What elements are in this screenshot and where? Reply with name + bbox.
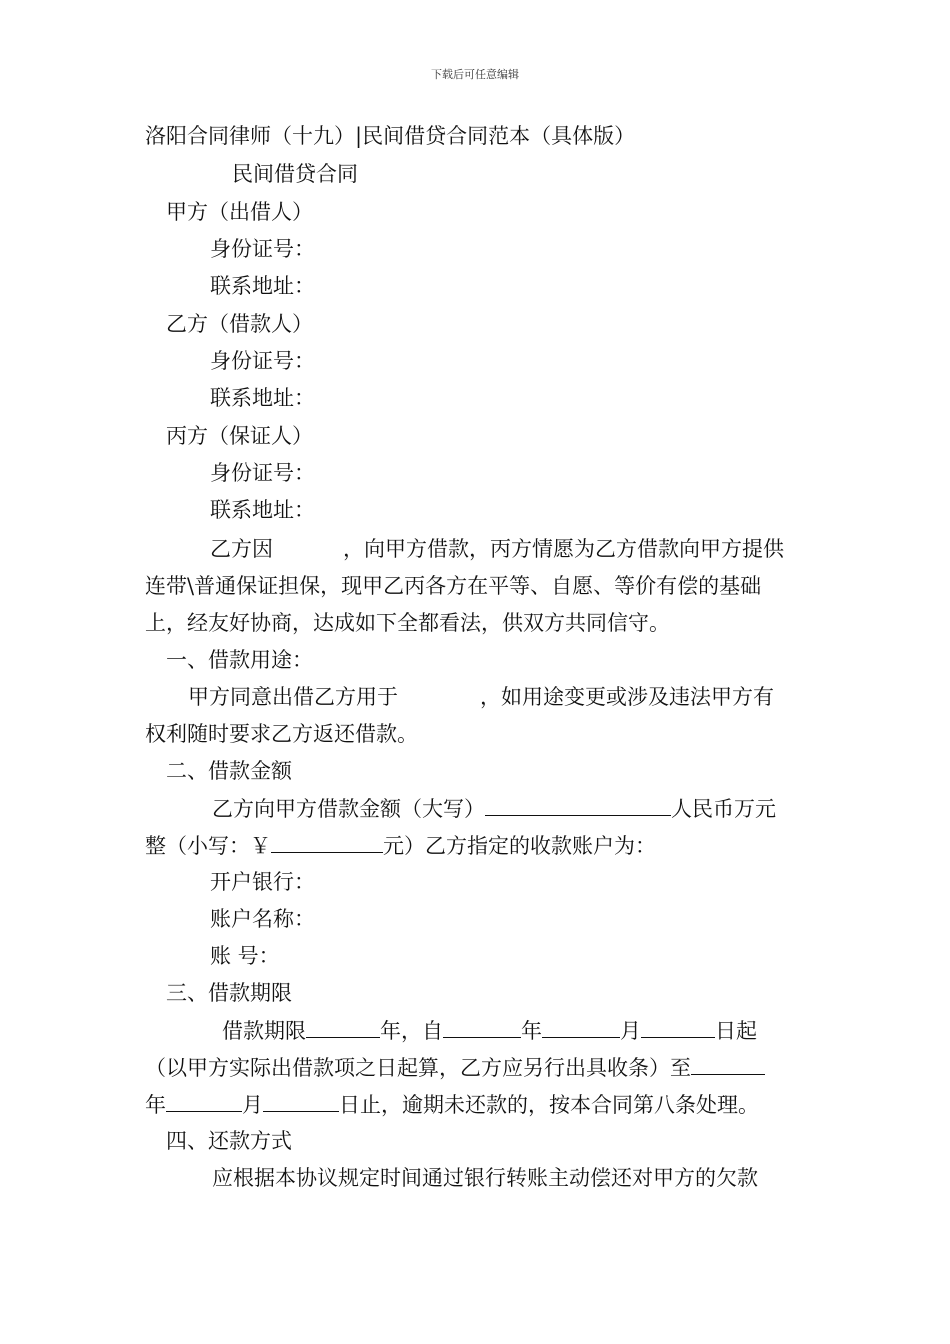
- section-3-text: 月: [242, 1093, 263, 1117]
- party-b-id-label: 身份证号：: [210, 349, 315, 373]
- contract-subtitle: 民间借贷合同: [232, 162, 358, 186]
- party-b-label: 乙方（借款人）: [166, 312, 313, 336]
- section-3-text: 借款期限: [222, 1019, 306, 1043]
- preamble-line-2: 连带\普通保证担保，现甲乙丙各方在平等、自愿、等价有偿的基础: [145, 574, 762, 598]
- start-month-blank[interactable]: [542, 1017, 620, 1038]
- section-4-line-1: 应根据本协议规定时间通过银行转账主动偿还对甲方的欠款: [212, 1166, 758, 1190]
- section-2-line-1: [212, 795, 776, 822]
- amount-uppercase-blank[interactable]: [485, 795, 671, 816]
- term-years-blank[interactable]: [306, 1017, 380, 1038]
- section-2-text: 乙方向甲方借款金额（大写）: [212, 797, 485, 821]
- end-year-blank[interactable]: [691, 1054, 765, 1075]
- section-1-line-1: [188, 684, 774, 710]
- section-3-line-3: [145, 1091, 759, 1118]
- section-3-line-2: [145, 1054, 765, 1081]
- account-name-label: 账户名称：: [210, 907, 315, 931]
- section-2-heading: 二、借款金额: [166, 759, 292, 783]
- section-3-text: 年: [521, 1019, 542, 1043]
- section-3-text: 日止，逾期未还款的，按本合同第八条处理。: [339, 1093, 759, 1117]
- section-1-heading: 一、借款用途：: [166, 648, 313, 672]
- preamble-text: 乙方因: [210, 537, 273, 561]
- party-a-label: 甲方（出借人）: [166, 200, 313, 224]
- preamble-text: ，向甲方借款，丙方情愿为乙方借款向甲方提供: [343, 537, 784, 561]
- section-3-text: 日起: [715, 1019, 757, 1043]
- preamble-line-1: [210, 536, 784, 562]
- section-3-text: （以甲方实际出借款项之日起算，乙方应另行出具收条）至: [145, 1056, 691, 1080]
- section-3-line-1: [222, 1017, 757, 1044]
- section-2-text: 元）乙方指定的收款账户为：: [383, 834, 656, 858]
- end-month-blank[interactable]: [166, 1091, 242, 1112]
- section-1-text: ，如用途变更或涉及违法甲方有: [480, 685, 774, 709]
- party-a-address-label: 联系地址：: [210, 274, 315, 298]
- section-2-text: 人民币万元: [671, 797, 776, 821]
- party-a-id-label: 身份证号：: [210, 237, 315, 261]
- section-3-text: 月: [620, 1019, 641, 1043]
- document-title: 洛阳合同律师（十九）|民间借贷合同范本（具体版）: [145, 124, 636, 148]
- section-2-text: 整（小写：￥: [145, 834, 271, 858]
- account-number-label: 账 号：: [210, 944, 280, 968]
- bank-label: 开户银行：: [210, 870, 315, 894]
- section-3-heading: 三、借款期限: [166, 981, 292, 1005]
- section-1-line-2: 权利随时要求乙方返还借款。: [145, 722, 418, 746]
- section-2-line-2: [145, 832, 656, 859]
- preamble-line-3: 上，经友好协商，达成如下全都看法，供双方共同信守。: [145, 611, 670, 635]
- party-c-label: 丙方（保证人）: [166, 424, 313, 448]
- start-year-blank[interactable]: [443, 1017, 521, 1038]
- section-3-text: 年: [145, 1093, 166, 1117]
- section-1-text: 甲方同意出借乙方用于: [188, 685, 398, 709]
- end-day-blank[interactable]: [263, 1091, 339, 1112]
- section-3-text: 年，自: [380, 1019, 443, 1043]
- amount-numeric-blank[interactable]: [271, 832, 383, 853]
- party-b-address-label: 联系地址：: [210, 386, 315, 410]
- section-4-heading: 四、还款方式: [166, 1129, 292, 1153]
- start-day-blank[interactable]: [641, 1017, 715, 1038]
- party-c-address-label: 联系地址：: [210, 498, 315, 522]
- page-header-note: 下载后可任意编辑: [431, 68, 519, 81]
- party-c-id-label: 身份证号：: [210, 461, 315, 485]
